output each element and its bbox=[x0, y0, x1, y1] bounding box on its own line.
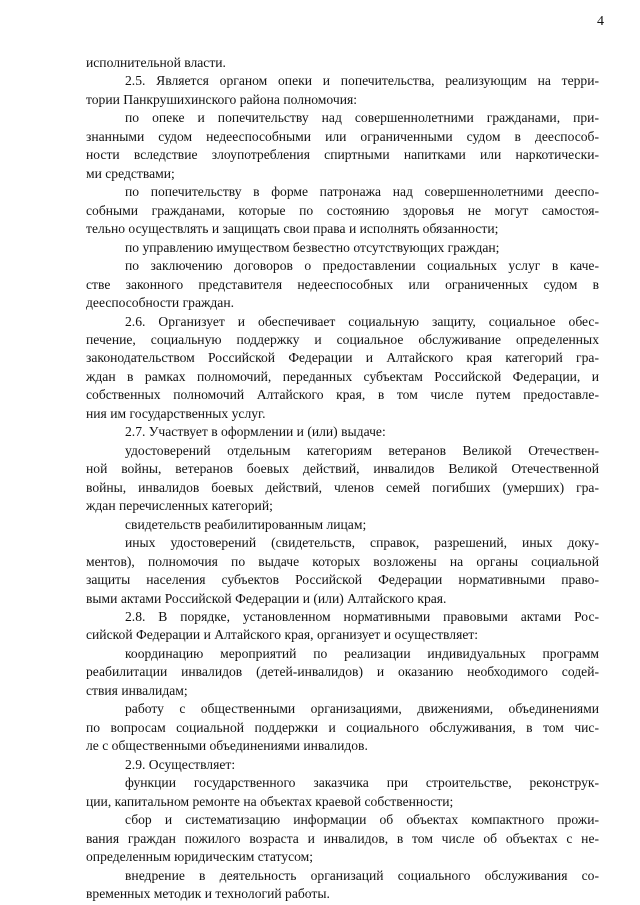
text-line: тельно осуществлять и защищать свои права и исполнять обязанности; bbox=[86, 221, 499, 236]
text-line: определенным юридическим статусом; bbox=[86, 849, 314, 864]
text-line: иных удостоверений (свидетельств, справок, разрешений, иных доку- bbox=[125, 535, 599, 550]
text-line: 2.6. Организует и обеспечивает социальную защиту, социальное обес- bbox=[125, 314, 599, 329]
text-line: 2.8. В порядке, установленном нормативными правовыми актами Рос- bbox=[125, 609, 599, 624]
text-line: свидетельств реабилитированным лицам; bbox=[125, 517, 367, 532]
text-line: ности вследствие злоупотребления спиртными напитками или наркотически- bbox=[86, 147, 599, 162]
text-line: защиты населения субъектов Российской Федерации нормативными право- bbox=[86, 572, 599, 587]
text-line: работу с общественными организациями, движениями, объединениями bbox=[125, 701, 599, 716]
text-line: функции государственного заказчика при строительстве, реконструк- bbox=[125, 775, 599, 790]
text-line: координацию мероприятий по реализации индивидуальных программ bbox=[125, 646, 599, 661]
text-line: по заключению договоров о предоставлении социальных услуг в каче- bbox=[125, 258, 599, 273]
text-line: дееспособности граждан. bbox=[86, 295, 234, 310]
text-line: по вопросам социальной поддержки и социального обслуживания, в том чис- bbox=[86, 720, 599, 735]
text-line: реабилитации инвалидов (детей-инвалидов) и оказанию необходимого содей- bbox=[86, 664, 599, 679]
text-line: ния им государственных услуг. bbox=[86, 406, 266, 421]
text-line: по управлению имуществом безвестно отсутствующих граждан; bbox=[125, 240, 500, 255]
text-line: законодательством Российской Федерации и Алтайского края категорий гра- bbox=[86, 350, 599, 365]
text-line: войны, инвалидов боевых действий, членов семей погибших (умерших) гра- bbox=[86, 480, 599, 495]
text-line: тории Панкрушихинского района полномочия: bbox=[86, 92, 357, 107]
text-line: выми актами Российской Федерации и (или) Алтайского края. bbox=[86, 591, 447, 606]
text-line: вания граждан пожилого возраста и инвалидов, в том числе об объектах с не- bbox=[86, 831, 599, 846]
text-line: сийской Федерации и Алтайского края, организует и осуществляет: bbox=[86, 627, 479, 642]
text-line: ной войны, ветеранов боевых действий, инвалидов Великой Отечественной bbox=[86, 461, 599, 476]
text-line: исполнительной власти. bbox=[86, 55, 226, 70]
text-line: ции, капитальном ремонте на объектах краевой собственности; bbox=[86, 794, 454, 809]
text-line: ждан в рамках полномочий, переданных субъектам Российской Федерации, и bbox=[86, 369, 599, 384]
text-line: ми средствами; bbox=[86, 166, 175, 181]
text-line: по опеке и попечительству над совершеннолетними гражданами, при- bbox=[125, 110, 599, 125]
text-line: 2.9. Осуществляет: bbox=[125, 757, 236, 772]
text-line: 2.5. Является органом опеки и попечительства, реализующим на терри- bbox=[125, 73, 599, 88]
text-line: знанными судом недееспособными или ограниченными судом в дееспособ- bbox=[86, 129, 599, 144]
text-line: стве законного представителя недееспособных или ограниченных судом в bbox=[86, 277, 599, 292]
text-line: сбор и систематизацию информации об объектах компактного прожи- bbox=[125, 812, 599, 827]
text-line: собными гражданами, которые по состоянию здоровья не могут самостоя- bbox=[86, 203, 599, 218]
text-line: печение, социальную поддержку и социальное обслуживание определенных bbox=[86, 332, 599, 347]
text-line: 2.7. Участвует в оформлении и (или) выдаче: bbox=[125, 424, 386, 439]
text-line: ле с общественными объединениями инвалидов. bbox=[86, 738, 368, 753]
text-line: ствия инвалидам; bbox=[86, 683, 188, 698]
text-line: по попечительству в форме патронажа над совершеннолетними дееспо- bbox=[125, 184, 599, 199]
text-line: собственных полномочий Алтайского края, в том числе путем предоставле- bbox=[86, 387, 599, 402]
text-line: внедрение в деятельность организаций социального обслуживания со- bbox=[125, 868, 599, 883]
text-line: временных методик и технологий работы. bbox=[86, 886, 330, 901]
page-number: 4 bbox=[597, 14, 604, 29]
text-line: ждан перечисленных категорий; bbox=[86, 498, 273, 513]
text-line: удостоверений отдельным категориям ветеранов Великой Отечествен- bbox=[125, 443, 599, 458]
text-line: ментов), полномочия по выдаче которых возложены на органы социальной bbox=[86, 554, 599, 569]
